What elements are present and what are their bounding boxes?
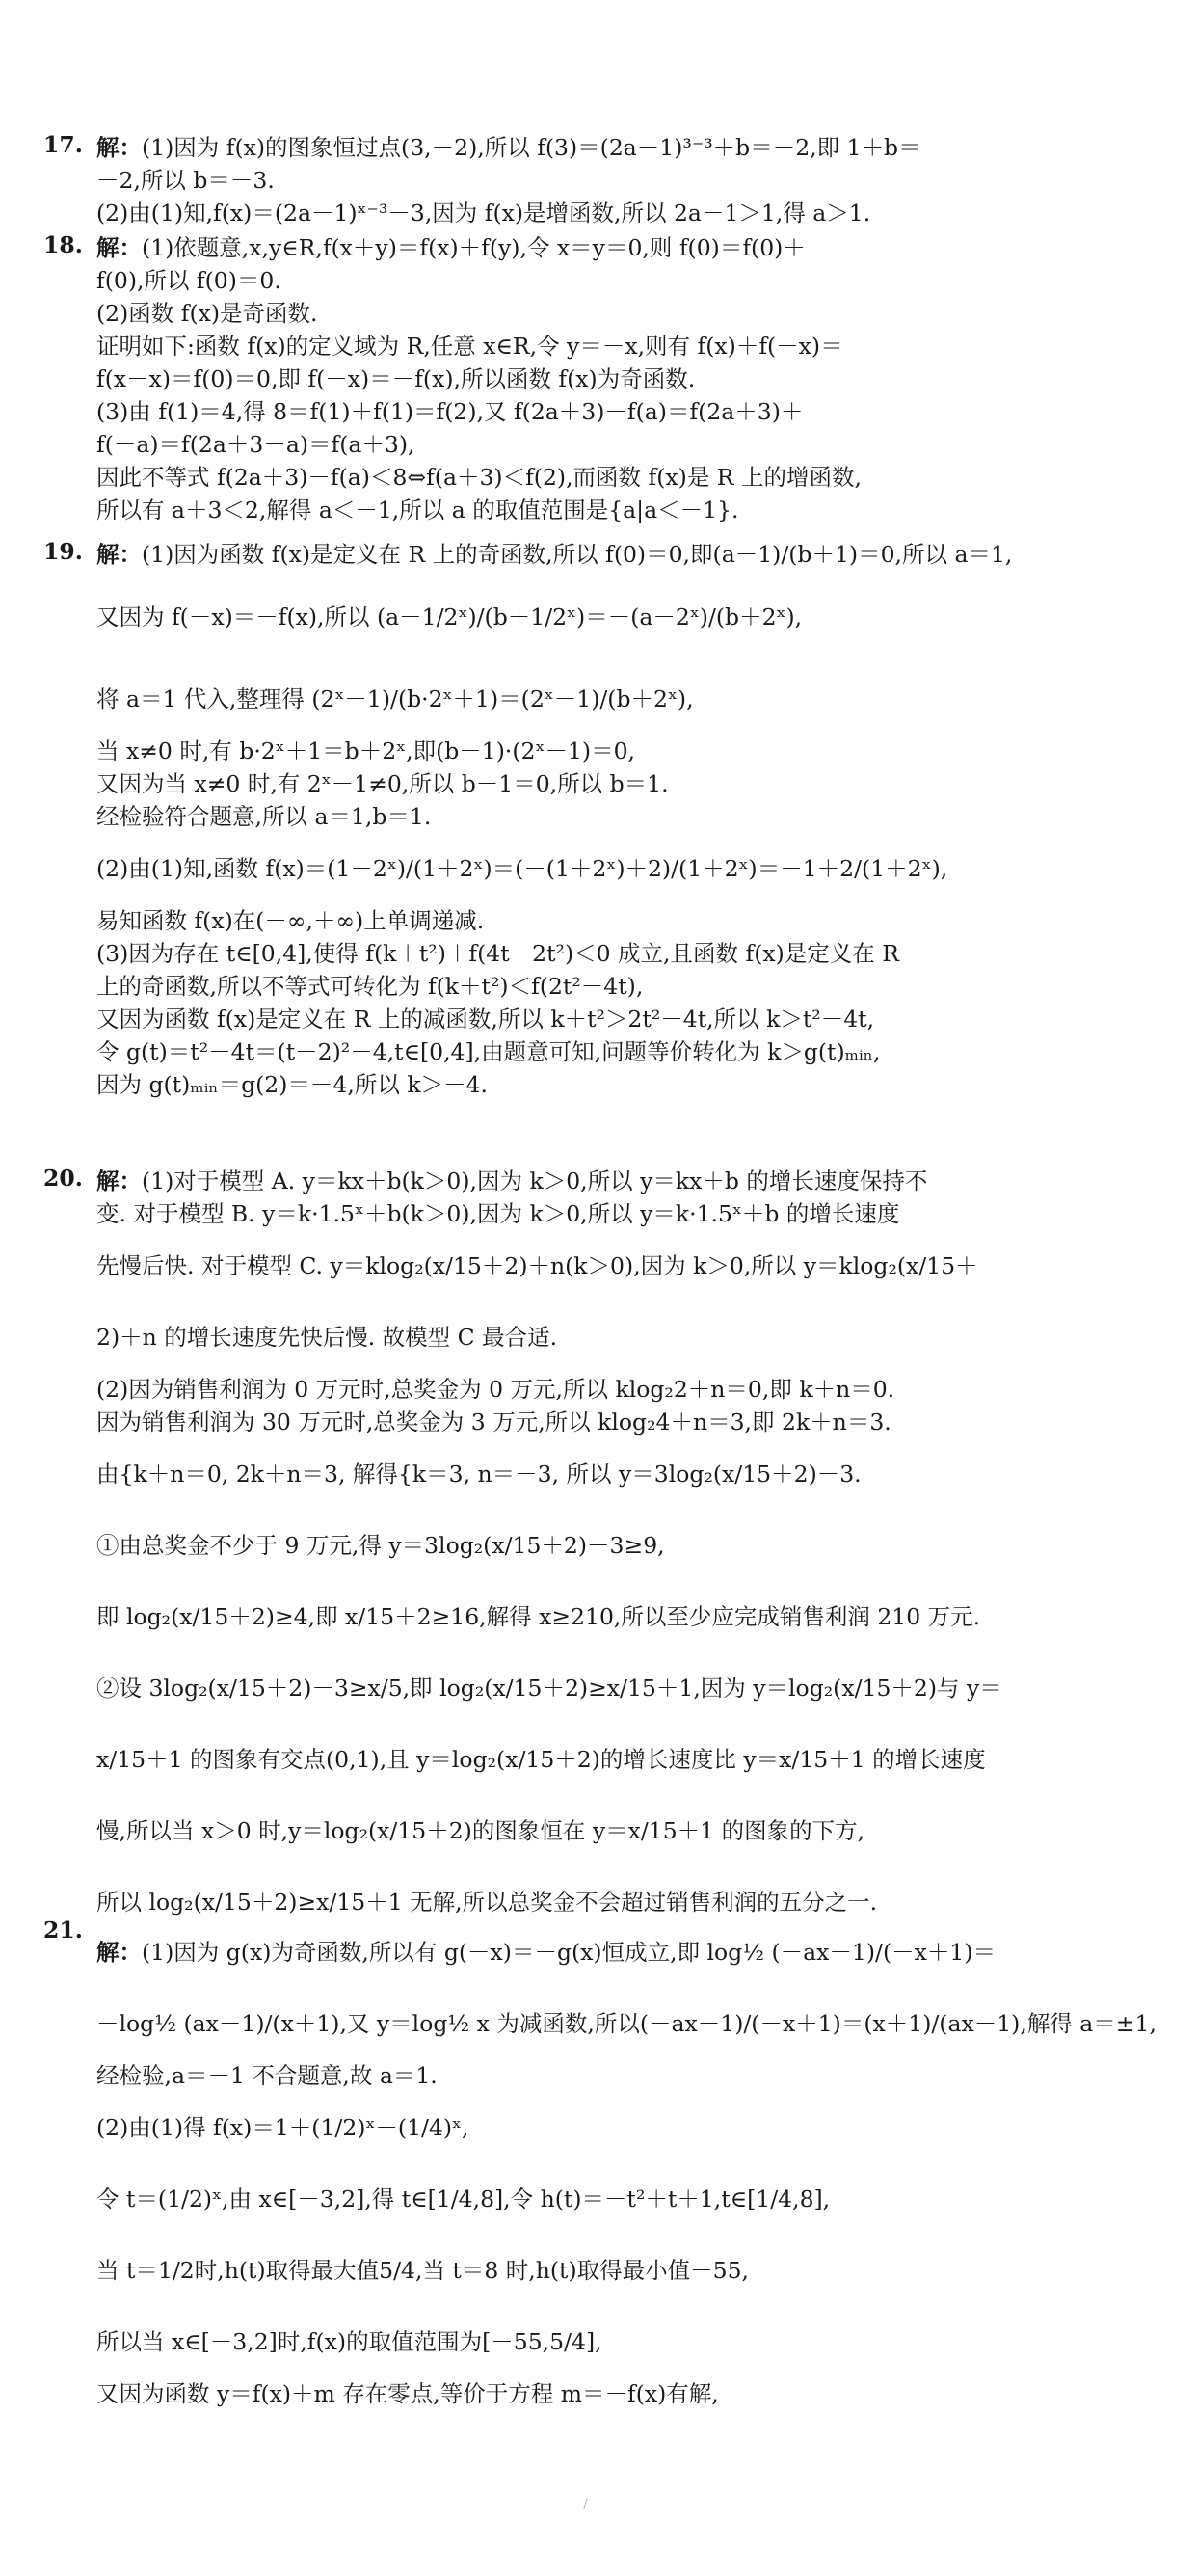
problem-21 bbox=[43, 1917, 1157, 2410]
solution-line: 2)＋n 的增长速度先快后慢. 故模型 C 最合适. bbox=[96, 1324, 558, 1351]
problem-19 bbox=[43, 538, 1113, 1101]
solution-line bbox=[96, 231, 1113, 264]
solution-line: (2)由(1)知,f(x)＝(2a－1)ˣ⁻³－3,因为 f(x)是增函数,所以 2a－1＞1,得 a＞1. bbox=[96, 200, 871, 227]
problem-number: 21. bbox=[43, 1917, 83, 1944]
solution-line: 由{k＋n＝0, 2k＋n＝3, 解得{k＝3, n＝－3, 所以 y＝3log₂(x/15＋2)－3. bbox=[96, 1461, 862, 1488]
solution-line: 令 t＝(1/2)ˣ,由 x∈[－3,2],得 t∈[1/4,8],令 h(t)＝－t²＋t＋1,t∈[1/4,8], bbox=[96, 2186, 831, 2213]
solution-text: (1)依题意,x,y∈R,f(x＋y)＝f(x)＋f(y),令 x＝y＝0,则 f(0)＝f(0)＋ bbox=[142, 234, 806, 261]
solution-lead: 解： bbox=[96, 1167, 142, 1194]
solution-line: 又因为当 x≠0 时,有 2ˣ－1≠0,所以 b－1＝0,所以 b＝1. bbox=[96, 770, 669, 797]
solution-line: f(0),所以 f(0)＝0. bbox=[96, 267, 281, 294]
solution-line: 所以 log₂(x/15＋2)≥x/15＋1 无解,所以总奖金不会超过销售利润的五分之一. bbox=[96, 1889, 878, 1916]
solution-line: (2)由(1)得 f(x)＝1＋(1/2)ˣ－(1/4)ˣ, bbox=[96, 2114, 469, 2141]
solution-line: 经检验,a＝－1 不合题意,故 a＝1. bbox=[96, 2062, 438, 2089]
solution-text: (1)对于模型 A. y＝kx＋b(k＞0),因为 k＞0,所以 y＝kx＋b 的增长速度保持不 bbox=[142, 1167, 928, 1194]
solution-line: ①由总奖金不少于 9 万元,得 y＝3log₂(x/15＋2)－3≥9, bbox=[96, 1532, 665, 1559]
solution-lead: 解： bbox=[96, 234, 142, 261]
solution-lead: 解： bbox=[96, 134, 142, 161]
solution-line: 所以当 x∈[－3,2]时,f(x)的取值范围为[－55,5/4], bbox=[96, 2328, 602, 2355]
solution-line: 当 x≠0 时,有 b·2ˣ＋1＝b＋2ˣ,即(b－1)·(2ˣ－1)＝0, bbox=[96, 738, 635, 765]
solution-line: (2)函数 f(x)是奇函数. bbox=[96, 300, 318, 327]
solution-line: －2,所以 b＝－3. bbox=[96, 167, 275, 194]
solution-line: 又因为 f(－x)＝－f(x),所以 (a－1/2ˣ)/(b＋1/2ˣ)＝－(a－2ˣ)/(b＋2ˣ), bbox=[96, 604, 803, 631]
problem-body bbox=[96, 131, 1113, 229]
problem-number: 18. bbox=[43, 231, 83, 258]
solution-line bbox=[96, 1165, 1113, 1197]
solution-line: ②设 3log₂(x/15＋2)－3≥x/5,即 log₂(x/15＋2)≥x/15＋1,因为 y＝log₂(x/15＋2)与 y＝ bbox=[96, 1675, 1002, 1702]
solution-line: x/15＋1 的图象有交点(0,1),且 y＝log₂(x/15＋2)的增长速度比 y＝x/15＋1 的增长速度 bbox=[96, 1746, 986, 1773]
solution-lead: 解： bbox=[96, 541, 142, 568]
solution-line: 即 log₂(x/15＋2)≥4,即 x/15＋2≥16,解得 x≥210,所以至少应完成销售利润 210 万元. bbox=[96, 1603, 981, 1630]
problem-17 bbox=[43, 131, 1113, 229]
solution-line: (2)由(1)知,函数 f(x)＝(1－2ˣ)/(1＋2ˣ)＝(－(1＋2ˣ)＋2)/(1＋2ˣ)＝－1＋2/(1＋2ˣ), bbox=[96, 855, 948, 882]
solution-line: (2)因为销售利润为 0 万元时,总奖金为 0 万元,所以 klog₂2＋n＝0,即 k＋n＝0. bbox=[96, 1376, 895, 1403]
solution-text: (1)因为 g(x)为奇函数,所以有 g(－x)＝－g(x)恒成立,即 log½ (－ax－1)/(－x＋1)＝ bbox=[142, 1939, 996, 1966]
solution-line: 所以有 a＋3＜2,解得 a＜－1,所以 a 的取值范围是{a|a＜－1}. bbox=[96, 496, 739, 523]
problem-body bbox=[96, 1165, 1113, 1938]
solution-line: 证明如下:函数 f(x)的定义域为 R,任意 x∈R,令 y＝－x,则有 f(x)＋f(－x)＝ bbox=[96, 333, 843, 360]
solution-text: (1)因为函数 f(x)是定义在 R 上的奇函数,所以 f(0)＝0,即(a－1)/(b＋1)＝0,所以 a＝1, bbox=[142, 541, 1013, 568]
solution-line: 易知函数 f(x)在(－∞,＋∞)上单调递减. bbox=[96, 907, 485, 934]
solution-line: 因此不等式 f(2a＋3)－f(a)＜8⇔f(a＋3)＜f(2),而函数 f(x)是 R 上的增函数, bbox=[96, 464, 862, 491]
solution-line bbox=[96, 538, 1113, 571]
problem-number: 17. bbox=[43, 131, 83, 158]
solution-line: 又因为函数 y＝f(x)＋m 存在零点,等价于方程 m＝－f(x)有解, bbox=[96, 2380, 719, 2407]
solution-line: 变. 对于模型 B. y＝k·1.5ˣ＋b(k＞0),因为 k＞0,所以 y＝k·1.5ˣ＋b 的增长速度 bbox=[96, 1200, 900, 1227]
problem-18 bbox=[43, 231, 1113, 526]
problem-number: 20. bbox=[43, 1165, 83, 1192]
solution-line: 因为 g(t)ₘᵢₙ＝g(2)＝－4,所以 k＞－4. bbox=[96, 1071, 488, 1098]
problem-number: 19. bbox=[43, 538, 83, 565]
solution-line: f(－a)＝f(2a＋3－a)＝f(a＋3), bbox=[96, 431, 415, 458]
solution-line: 因为销售利润为 30 万元时,总奖金为 3 万元,所以 klog₂4＋n＝3,即 2k＋n＝3. bbox=[96, 1409, 891, 1436]
solution-line bbox=[96, 1917, 1113, 1988]
solution-line: 令 g(t)＝t²－4t＝(t－2)²－4,t∈[0,4],由题意可知,问题等价转化为 k＞g(t)ₘᵢₙ, bbox=[96, 1038, 881, 1065]
solution-line: 将 a＝1 代入,整理得 (2ˣ－1)/(b·2ˣ＋1)＝(2ˣ－1)/(b＋2ˣ), bbox=[96, 685, 694, 712]
solution-line: 先慢后快. 对于模型 C. y＝klog₂(x/15＋2)＋n(k＞0),因为 k＞0,所以 y＝klog₂(x/15＋ bbox=[96, 1252, 978, 1279]
solution-line: 又因为函数 f(x)是定义在 R 上的减函数,所以 k＋t²＞2t²－4t,所以 k＞t²－4t, bbox=[96, 1006, 875, 1033]
solution-line: f(x－x)＝f(0)＝0,即 f(－x)＝－f(x),所以函数 f(x)为奇函数. bbox=[96, 365, 696, 392]
solution-line: 经检验符合题意,所以 a＝1,b＝1. bbox=[96, 803, 432, 830]
solution-lead: 解： bbox=[96, 1939, 142, 1966]
solution-line: 上的奇函数,所以不等式可转化为 f(k＋t²)＜f(2t²－4t), bbox=[96, 973, 644, 1000]
problem-body bbox=[96, 538, 1113, 1101]
solution-line: －log½ (ax－1)/(x＋1),又 y＝log½ x 为减函数,所以(－ax－1)/(－x＋1)＝(x＋1)/(ax－1),解得 a＝±1, bbox=[96, 2010, 1157, 2037]
solution-line bbox=[96, 131, 1113, 164]
solution-line: 当 t＝1/2时,h(t)取得最大值5/4,当 t＝8 时,h(t)取得最小值－55, bbox=[96, 2257, 750, 2284]
problem-body bbox=[96, 1917, 1157, 2410]
scan-mark: / bbox=[583, 2497, 588, 2512]
problem-20 bbox=[43, 1165, 1113, 1938]
problem-body bbox=[96, 231, 1113, 526]
solution-text: (1)因为 f(x)的图象恒过点(3,－2),所以 f(3)＝(2a－1)³⁻³＋b＝－2,即 1＋b＝ bbox=[142, 134, 921, 161]
solution-line: (3)由 f(1)＝4,得 8＝f(1)＋f(1)＝f(2),又 f(2a＋3)－f(a)＝f(2a＋3)＋ bbox=[96, 398, 804, 425]
solution-line: 慢,所以当 x＞0 时,y＝log₂(x/15＋2)的图象恒在 y＝x/15＋1 的图象的下方, bbox=[96, 1817, 865, 1844]
solution-line: (3)因为存在 t∈[0,4],使得 f(k＋t²)＋f(4t－2t²)＜0 成立,且函数 f(x)是定义在 R bbox=[96, 940, 899, 967]
